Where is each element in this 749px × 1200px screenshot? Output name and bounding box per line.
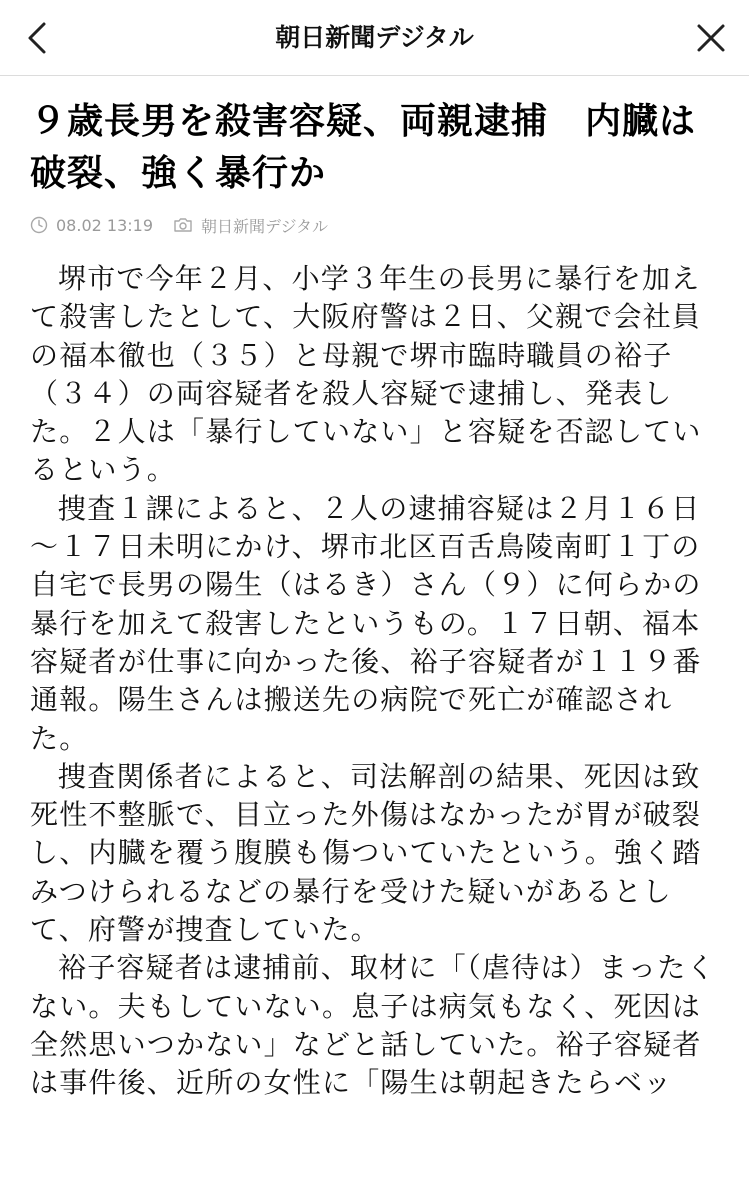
article-timestamp: 08.02 13:19 — [56, 215, 153, 235]
close-icon — [691, 18, 731, 58]
article-meta — [30, 212, 720, 238]
camera-icon — [173, 216, 193, 234]
article-paragraph: 堺市で今年２月、小学３年生の長男に暴行を加えて殺害したとして、大阪府警は２日、父親で会社員の福本徹也（３５）と母親で堺市臨時職員の裕子（３４）の両容疑者を殺人容疑で逮捕し、発表した。２人は「暴行していない」と容疑を否認しているという。 — [30, 262, 702, 487]
article — [30, 96, 720, 1103]
article-headline: ９歳長男を殺害容疑、両親逮捕 内臓は破裂、強く暴行か — [30, 101, 697, 194]
article-paragraph: 捜査１課によると、２人の逮捕容疑は２月１６日～１７日未明にかけ、堺市北区百舌鳥陵南町１丁の自宅で長男の陽生（はるき）さん（９）に何らかの暴行を加えて殺害したというもの。１７日朝、福本容疑者が仕事に向かった後、裕子容疑者が１１９番通報。陽生さんは搬送先の病院で死亡が確認された。 — [30, 491, 702, 755]
article-paragraph: 捜査関係者によると、司法解剖の結果、死因は致死性不整脈で、目立った外傷はなかったが胃が破裂し、内臓を覆う腹膜も傷ついていたという。強く踏みつけられるなどの暴行を受けた疑いがあるとして、府警が捜査していた。 — [30, 759, 702, 947]
article-source[interactable]: 朝日新聞デジタル — [201, 216, 329, 236]
article-body — [30, 260, 720, 1103]
clock-icon — [30, 216, 48, 234]
top-navigation-bar — [0, 0, 749, 76]
article-paragraph: 裕子容疑者は逮捕前、取材に「（虐待は）まったくない。夫もしていない。息子は病気もなく、死因は全然思いつかない」などと話していた。裕子容疑者は事件後、近所の女性に「陽生は朝起きたらベッ — [30, 951, 716, 1100]
close-button[interactable] — [691, 18, 731, 58]
app-title: 朝日新聞デジタル — [275, 23, 474, 52]
